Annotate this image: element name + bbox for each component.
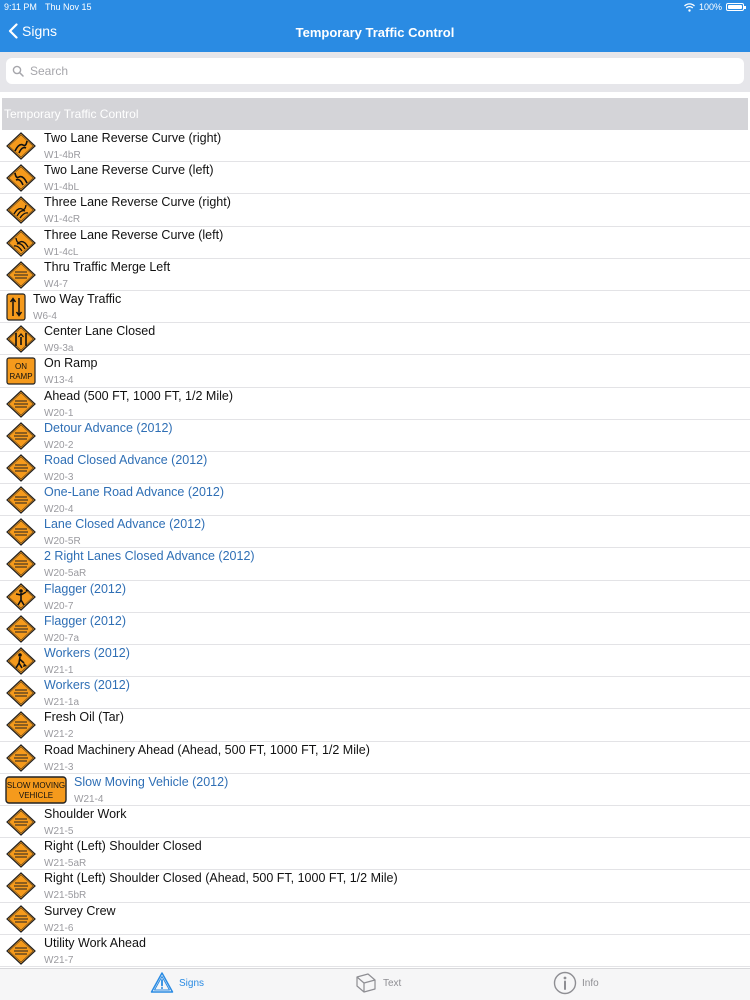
warning-triangle-icon [150, 971, 174, 995]
sign-title: Fresh Oil (Tar) [44, 710, 124, 725]
sign-code: W21-5bR [44, 890, 87, 902]
warning-sign-icon [6, 390, 36, 418]
sign-title: On Ramp [44, 356, 98, 371]
slow-sign-text-line2: VEHICLE [18, 790, 54, 800]
sign-row[interactable] [0, 194, 750, 226]
sign-title: Two Lane Reverse Curve (left) [44, 163, 214, 178]
slow-sign-text-line1: SLOW MOVING [6, 780, 66, 790]
navigation-bar [0, 14, 750, 52]
on-ramp-sign-text-line2: RAMP [9, 372, 33, 382]
section-header: Temporary Traffic Control [2, 98, 748, 130]
sign-row[interactable] [0, 677, 750, 709]
warning-sign-icon [6, 744, 36, 772]
warning-sign-icon [6, 711, 36, 739]
sign-list [0, 130, 750, 968]
warning-sign-icon [6, 454, 36, 482]
sign-code: W21-3 [44, 761, 74, 773]
tab-bar [0, 968, 750, 1000]
on-ramp-sign-text-line1: ON [15, 362, 27, 372]
sign-title: Center Lane Closed [44, 324, 156, 339]
sign-title: Three Lane Reverse Curve (right) [44, 195, 231, 210]
sign-thumbnail [6, 390, 36, 418]
sign-code: W21-5 [44, 825, 74, 837]
sign-thumbnail [6, 711, 36, 739]
search-icon [12, 65, 24, 77]
tab-text[interactable] [354, 971, 401, 995]
status-date: Thu Nov 15 [45, 2, 92, 12]
sign-thumbnail [6, 196, 36, 224]
warning-sign-icon [6, 229, 36, 257]
sign-thumbnail [6, 261, 36, 289]
sign-thumbnail [6, 486, 36, 514]
tab-signs[interactable] [150, 971, 204, 995]
warning-sign-icon [6, 583, 36, 611]
sign-title: 2 Right Lanes Closed Advance (2012) [44, 549, 255, 564]
sign-code: W21-1a [44, 697, 80, 709]
sign-code: W20-1 [44, 407, 74, 419]
sign-code: W20-5aR [44, 568, 87, 580]
warning-sign-icon [6, 518, 36, 546]
sign-code: W21-7 [44, 954, 74, 966]
sign-row[interactable] [0, 709, 750, 741]
sign-thumbnail [6, 229, 36, 257]
sign-row[interactable] [0, 806, 750, 838]
sign-code: W20-5R [44, 536, 81, 548]
sign-title: Workers (2012) [44, 678, 130, 693]
sign-title: Right (Left) Shoulder Closed (Ahead, 500 FT, 1000 FT, 1/2 Mile) [44, 871, 398, 886]
sign-thumbnail [6, 872, 36, 900]
warning-sign-icon [6, 872, 36, 900]
sign-title: Two Way Traffic [33, 291, 122, 306]
sign-row[interactable] [0, 774, 750, 806]
sign-code: W13-4 [44, 375, 74, 387]
sign-thumbnail [6, 615, 36, 643]
warning-sign-icon [6, 164, 36, 192]
sign-row[interactable] [0, 227, 750, 259]
sign-row[interactable] [0, 903, 750, 935]
warning-sign-icon [6, 905, 36, 933]
sign-row[interactable] [0, 355, 750, 387]
warning-sign-icon [6, 937, 36, 965]
tab-info-label: Info [582, 977, 599, 989]
sign-row[interactable] [0, 388, 750, 420]
warning-sign-icon [6, 840, 36, 868]
sign-row[interactable] [0, 162, 750, 194]
tab-signs-label: Signs [179, 977, 205, 989]
sign-title: Three Lane Reverse Curve (left) [44, 227, 224, 242]
sign-thumbnail [6, 647, 36, 675]
slow-moving-vehicle-sign-icon [5, 776, 67, 804]
sign-code: W1-4cR [44, 214, 81, 226]
sign-row[interactable] [0, 420, 750, 452]
sign-row[interactable] [0, 838, 750, 870]
sign-thumbnail [5, 776, 67, 804]
sign-code: W21-5aR [44, 858, 87, 870]
sign-code: W20-2 [44, 439, 74, 451]
sign-row[interactable] [0, 452, 750, 484]
warning-sign-icon [6, 550, 36, 578]
sign-title: Road Machinery Ahead (Ahead, 500 FT, 1000 FT, 1/2 Mile) [44, 742, 370, 757]
sign-title: Survey Crew [44, 903, 116, 918]
sign-thumbnail [6, 325, 36, 353]
search-box[interactable] [6, 58, 744, 84]
sign-row[interactable] [0, 613, 750, 645]
warning-sign-icon [6, 261, 36, 289]
sign-row[interactable] [0, 291, 750, 323]
sign-row[interactable] [0, 130, 750, 162]
sign-title: Workers (2012) [44, 646, 130, 660]
sign-row[interactable] [0, 484, 750, 516]
sign-title: One-Lane Road Advance (2012) [44, 485, 224, 500]
sign-title: Ahead (500 FT, 1000 FT, 1/2 Mile) [44, 388, 233, 403]
sign-code: W6-4 [33, 310, 57, 322]
sign-code: W4-7 [44, 278, 68, 290]
sign-code: W21-1 [44, 665, 74, 676]
warning-sign-icon [6, 422, 36, 450]
wifi-icon [684, 3, 695, 12]
info-circle-icon [553, 971, 577, 995]
sign-row[interactable] [0, 259, 750, 291]
sign-thumbnail [6, 357, 36, 385]
warning-sign-icon [6, 679, 36, 707]
sign-code: W1-4bL [44, 182, 80, 194]
sign-thumbnail [6, 518, 36, 546]
sign-code: W1-4bR [44, 150, 81, 161]
sign-title: Thru Traffic Merge Left [44, 259, 171, 274]
sign-code: W20-7a [44, 632, 80, 644]
warning-sign-icon [6, 647, 36, 675]
sign-thumbnail [6, 164, 36, 192]
sign-thumbnail [6, 679, 36, 707]
status-bar [0, 0, 750, 14]
sign-row[interactable] [0, 870, 750, 902]
tab-info[interactable] [553, 971, 599, 995]
book-icon [354, 971, 378, 995]
sign-code: W20-7 [44, 600, 74, 612]
sign-row[interactable] [0, 548, 750, 580]
sign-title: Shoulder Work [44, 806, 127, 821]
search-input[interactable] [30, 64, 710, 78]
sign-code: W21-2 [44, 729, 74, 741]
status-right [684, 0, 744, 14]
sign-thumbnail [6, 937, 36, 965]
sign-code: W9-3a [44, 343, 74, 355]
warning-sign-icon [6, 615, 36, 643]
sign-thumbnail [6, 422, 36, 450]
sign-title: Detour Advance (2012) [44, 420, 173, 435]
sign-code: W21-6 [44, 922, 74, 934]
sign-thumbnail [4, 293, 28, 321]
tab-text-label: Text [383, 977, 402, 989]
sign-title: Road Closed Advance (2012) [44, 452, 208, 467]
sign-row[interactable] [0, 323, 750, 355]
sign-code: W20-4 [44, 504, 74, 516]
sign-thumbnail [6, 808, 36, 836]
sign-title: Flagger (2012) [44, 581, 126, 596]
sign-thumbnail [6, 132, 36, 160]
sign-thumbnail [6, 744, 36, 772]
warning-sign-icon [6, 132, 36, 160]
sign-title: Slow Moving Vehicle (2012) [74, 774, 229, 789]
sign-row[interactable] [0, 581, 750, 613]
status-time: 9:11 PM [4, 2, 37, 12]
warning-sign-icon [6, 196, 36, 224]
page-title: Temporary Traffic Control [295, 25, 455, 40]
warning-sign-icon [6, 486, 36, 514]
sign-title: Two Lane Reverse Curve (right) [44, 131, 222, 145]
sign-title: Lane Closed Advance (2012) [44, 517, 206, 532]
sign-code: W21-4 [74, 793, 104, 805]
battery-percent: 100% [698, 2, 722, 12]
sign-thumbnail [6, 583, 36, 611]
sign-row[interactable] [0, 516, 750, 548]
sign-row[interactable] [0, 645, 750, 677]
two-way-traffic-sign-icon [4, 293, 28, 321]
battery-icon [726, 3, 744, 11]
sign-code: W20-3 [44, 471, 74, 483]
sign-title: Utility Work Ahead [44, 935, 146, 950]
sign-thumbnail [6, 550, 36, 578]
search-bar [0, 52, 750, 92]
sign-title: Right (Left) Shoulder Closed [44, 839, 202, 854]
sign-code: W1-4cL [44, 246, 79, 258]
sign-row[interactable] [0, 935, 750, 967]
sign-row[interactable] [0, 742, 750, 774]
sign-thumbnail [6, 840, 36, 868]
on-ramp-sign-icon [6, 357, 36, 385]
warning-sign-icon [6, 325, 36, 353]
sign-thumbnail [6, 905, 36, 933]
warning-sign-icon [6, 808, 36, 836]
back-button-label: Signs [22, 23, 58, 39]
sign-title: Flagger (2012) [44, 613, 126, 628]
sign-thumbnail [6, 454, 36, 482]
